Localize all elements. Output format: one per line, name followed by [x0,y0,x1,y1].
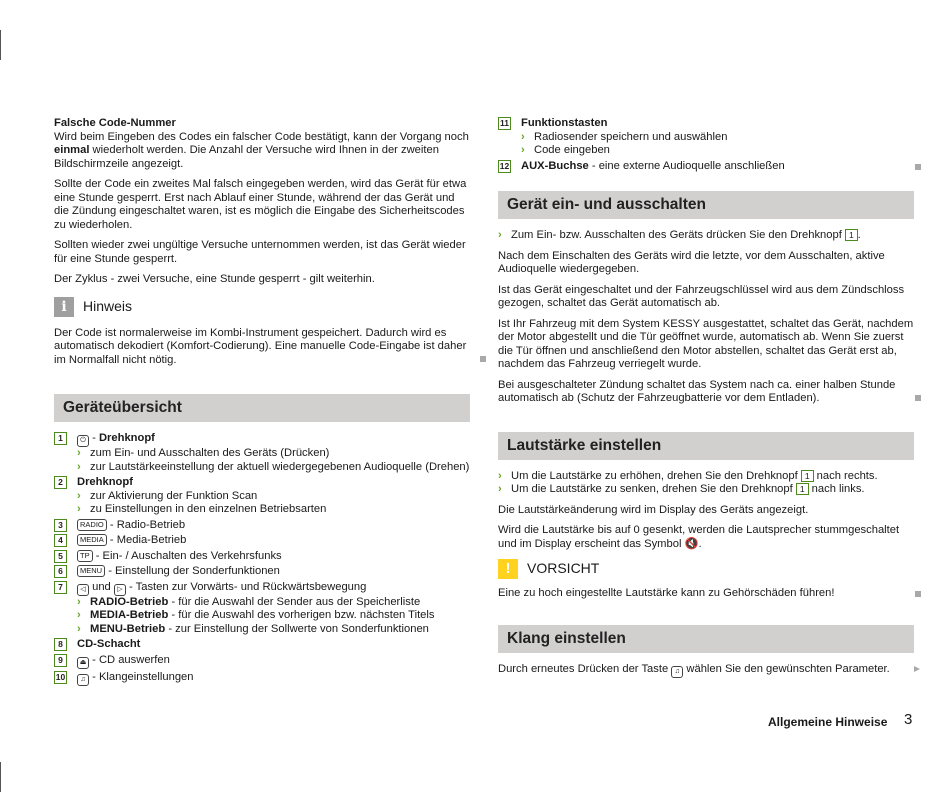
text: - CD auswerfen [89,653,170,666]
list-item [54,534,470,548]
left-column [54,117,470,688]
tp-key-icon: TP [77,550,93,562]
wrong-code-paragraph-4: Der Zyklus - zwei Versuche, eine Stunde gesperrt - gilt weiterhin. [54,273,375,285]
item-label: Drehknopf [98,432,155,444]
volume-paragraph-1: Die Lautstärkeänderung wird im Display des Geräts angezeigt. [498,503,809,516]
callout-number: 1 [54,432,67,445]
warning-icon: ! [498,559,518,579]
list-item [54,432,470,474]
sub-item [77,503,470,517]
power-paragraph-1: Nach dem Einschalten des Geräts wird die letzte, vor dem Ausschalten, aktive Audioquelle wiedergegeben. [498,249,885,275]
volume-section-heading: Lautstärke einstellen [498,432,914,460]
callout-number: 9 [54,654,67,667]
section-end-icon [480,356,486,362]
power-paragraph-4 [498,379,914,406]
menu-key-icon: MENU [77,565,105,577]
wrong-code-paragraph-3: Sollten wieder zwei ungültige Versuche unternommen werden, ist das Gerät wieder für eine Stunde gesperrt. [54,239,466,265]
callout-number: 6 [54,565,67,578]
text: Eine zu hoch eingestellte Lautstärke kann zu Gehörschäden führen! [498,587,835,599]
arrow-icon: › [77,595,81,608]
list-item [54,519,470,533]
eject-key-icon: ⏏ [77,657,89,669]
continue-arrow-icon [914,666,920,672]
callout-number: 2 [54,476,67,489]
sub-item [77,461,470,475]
list-item [54,638,470,652]
text: - eine externe Audioquelle anschließen [588,159,785,172]
item-label: CD-Schacht [77,638,141,650]
text: und [89,580,114,593]
callout-number: 1 [796,483,809,495]
wrong-code-paragraph-1 [54,131,470,172]
page-number: 3 [904,711,913,728]
power-step [498,229,914,243]
text: Um die Lautstärke zu senken, drehen Sie den Drehknopf [511,483,796,495]
note-title: Hinweis [83,297,133,314]
callout-number: 11 [500,118,509,128]
text: zu Einstellungen in den einzelnen Betriebsarten [90,503,327,515]
item-label: Funktionstasten [521,117,608,129]
sound-key-icon: ♫ [77,674,89,686]
text: wählen Sie den gewünschten Parameter. [683,662,890,675]
caution-title: VORSICHT [527,560,600,577]
wrong-code-section [54,117,470,287]
radio-key-icon: RADIO [77,519,107,531]
text: Um die Lautstärke zu erhöhen, drehen Sie den Drehknopf [511,469,801,482]
callout-number: 3 [54,519,67,532]
text: Der Code ist normalerweise im Kombi-Instrument gespeichert. Dadurch wird es automatisch dekodiert (Komfort-Codierung). Eine manuelle Code-Eingabe ist daher im Normalfall nicht nötig. [54,326,467,366]
note-text [54,327,470,368]
emphasis: einmal [54,144,90,156]
text: - Radio-Betrieb [106,518,186,531]
mode-label: MENU-Betrieb [90,622,166,635]
list-item [54,565,470,579]
text: zur Lautstärkeeinstellung der aktuell wiedergegebenen Audioquelle (Drehen) [90,460,470,473]
text: Bei ausgeschalteter Zündung schaltet das System nach ca. einer halben Stunde automatisch ab (Schutz der Fahrzeugbatterie vor dem Entladen). [498,378,896,404]
arrow-icon: › [77,460,81,473]
prev-key-icon: ◁ [77,584,89,596]
section-end-icon [915,395,921,401]
caution-text [498,587,914,601]
crop-mark-top [0,30,1,60]
item-label: AUX-Buchse [521,159,589,172]
list-item [498,117,914,158]
media-key-icon: MEDIA [77,534,107,546]
list-item [54,654,470,669]
sub-item [77,447,470,461]
text: nach links. [808,483,865,495]
power-paragraph-2: Ist das Gerät eingeschaltet und der Fahrzeugschlüssel wird aus dem Zündschloss gezogen, schaltet das Gerät automatisch ab. [498,283,905,309]
text: - [89,432,99,444]
text: - für die Auswahl der Sender aus der Speicherliste [168,595,421,608]
text: Zum Ein- bzw. Ausschalten des Geräts drücken Sie den Drehknopf [511,229,845,241]
callout-number: 1 [801,470,814,482]
text: wiederholt werden. Die Anzahl der Versuche wird Ihnen in der zweiten Bildschirmzeile angezeigt. [54,144,439,170]
sound-key-icon: ♫ [671,666,683,678]
callout-number: 1 [845,229,858,241]
text: Durch erneutes Drücken der Taste [498,662,672,675]
footer-chapter-title: Allgemeine Hinweise [768,715,888,729]
text: nach rechts. [813,469,878,482]
arrow-icon: › [498,469,502,482]
power-paragraph-3: Ist Ihr Fahrzeug mit dem System KESSY ausgestattet, schaltet das Gerät, nachdem der Motor abgestellt und die Tür geöffnet wurde, automatisch ab. Wenn Sie zuerst die Tür öffnen und anschließend den Motor abstellen, schaltet das Gerät erst ab, nachdem das Fahrzeug verriegelt wurde. [498,317,914,370]
list-item [54,550,470,564]
mode-label: RADIO-Betrieb [90,595,169,608]
sub-item [77,596,470,610]
sub-item [77,623,470,637]
crop-mark-bottom [0,762,1,792]
callout-number: 10 [55,671,66,682]
device-overview-list [54,432,470,686]
volume-step-up [498,470,914,484]
volume-paragraph-2 [498,524,914,551]
arrow-icon: › [77,622,81,635]
list-item [54,671,470,686]
list-item [54,581,470,637]
mode-label: MEDIA-Betrieb [90,609,169,621]
arrow-icon: › [498,229,502,241]
device-overview-heading: Geräteübersicht [54,394,470,422]
item-label: Drehknopf [77,476,133,488]
arrow-icon: › [498,483,502,495]
text: - zur Einstellung der Sollwerte von Sonderfunktionen [165,622,429,635]
note-header [54,297,470,317]
right-column [498,117,914,685]
text: Radiosender speichern und auswählen [534,130,728,143]
sub-item [77,490,470,504]
text: - Ein- / Auschalten des Verkehrsfunks [92,549,282,562]
volume-step-down [498,483,914,497]
callout-number: 12 [499,160,510,171]
info-icon: i [54,297,74,317]
sub-item [77,609,470,623]
text: Code eingeben [534,144,610,156]
text: zur Aktivierung der Funktion Scan [90,489,258,502]
arrow-icon: › [77,609,81,621]
arrow-icon: › [77,489,81,502]
sound-paragraph [498,663,914,678]
mute-icon: 🔇 [684,537,699,550]
caution-header [498,559,914,579]
text: . [857,229,861,241]
power-knob-icon: ⏻ [77,435,89,447]
section-end-icon [915,164,921,170]
text: - Klangeinstellungen [89,670,194,683]
sub-item [521,144,914,158]
arrow-icon: › [521,144,525,156]
arrow-icon: › [77,503,81,515]
sub-item [521,131,914,145]
text: zum Ein- und Ausschalten des Geräts (Drücken) [90,447,330,459]
power-section-heading: Gerät ein- und ausschalten [498,191,914,219]
text: . [698,537,702,550]
list-item [498,160,914,174]
arrow-icon: › [77,447,81,459]
wrong-code-paragraph-2: Sollte der Code ein zweites Mal falsch eingegeben werden, wird das Gerät für etwa eine Stunde gesperrt. Erst nach Ablauf einer Stunde, während der das Gerät und die Zündung eingeschaltet waren, ist es möglich die Eingabe des Sicherheitscodes zu wiederholen. [54,178,467,231]
callout-number: 5 [54,550,67,563]
text: Wird die Lautstärke bis auf 0 gesenkt, werden die Lautsprecher stummgeschaltet und im Display erscheint das Symbol [498,524,900,550]
callout-number: 7 [54,581,67,594]
arrow-icon: › [521,130,525,143]
text: - Media-Betrieb [106,534,187,546]
wrong-code-title: Falsche Code-Nummer [54,117,176,129]
sound-section-heading: Klang einstellen [498,625,914,653]
callout-number: 8 [54,638,67,651]
next-key-icon: ▷ [114,584,126,596]
text: - Einstellung der Sonderfunktionen [105,565,280,577]
list-item [54,476,470,517]
text: - Tasten zur Vorwärts- und Rückwärtsbewegung [125,580,367,593]
callout-number: 4 [54,534,67,547]
text: - für die Auswahl des vorherigen bzw. nächsten Titels [168,609,435,621]
text: Wird beim Eingeben des Codes ein falscher Code bestätigt, kann der Vorgang noch [54,130,469,143]
section-end-icon [915,591,921,597]
